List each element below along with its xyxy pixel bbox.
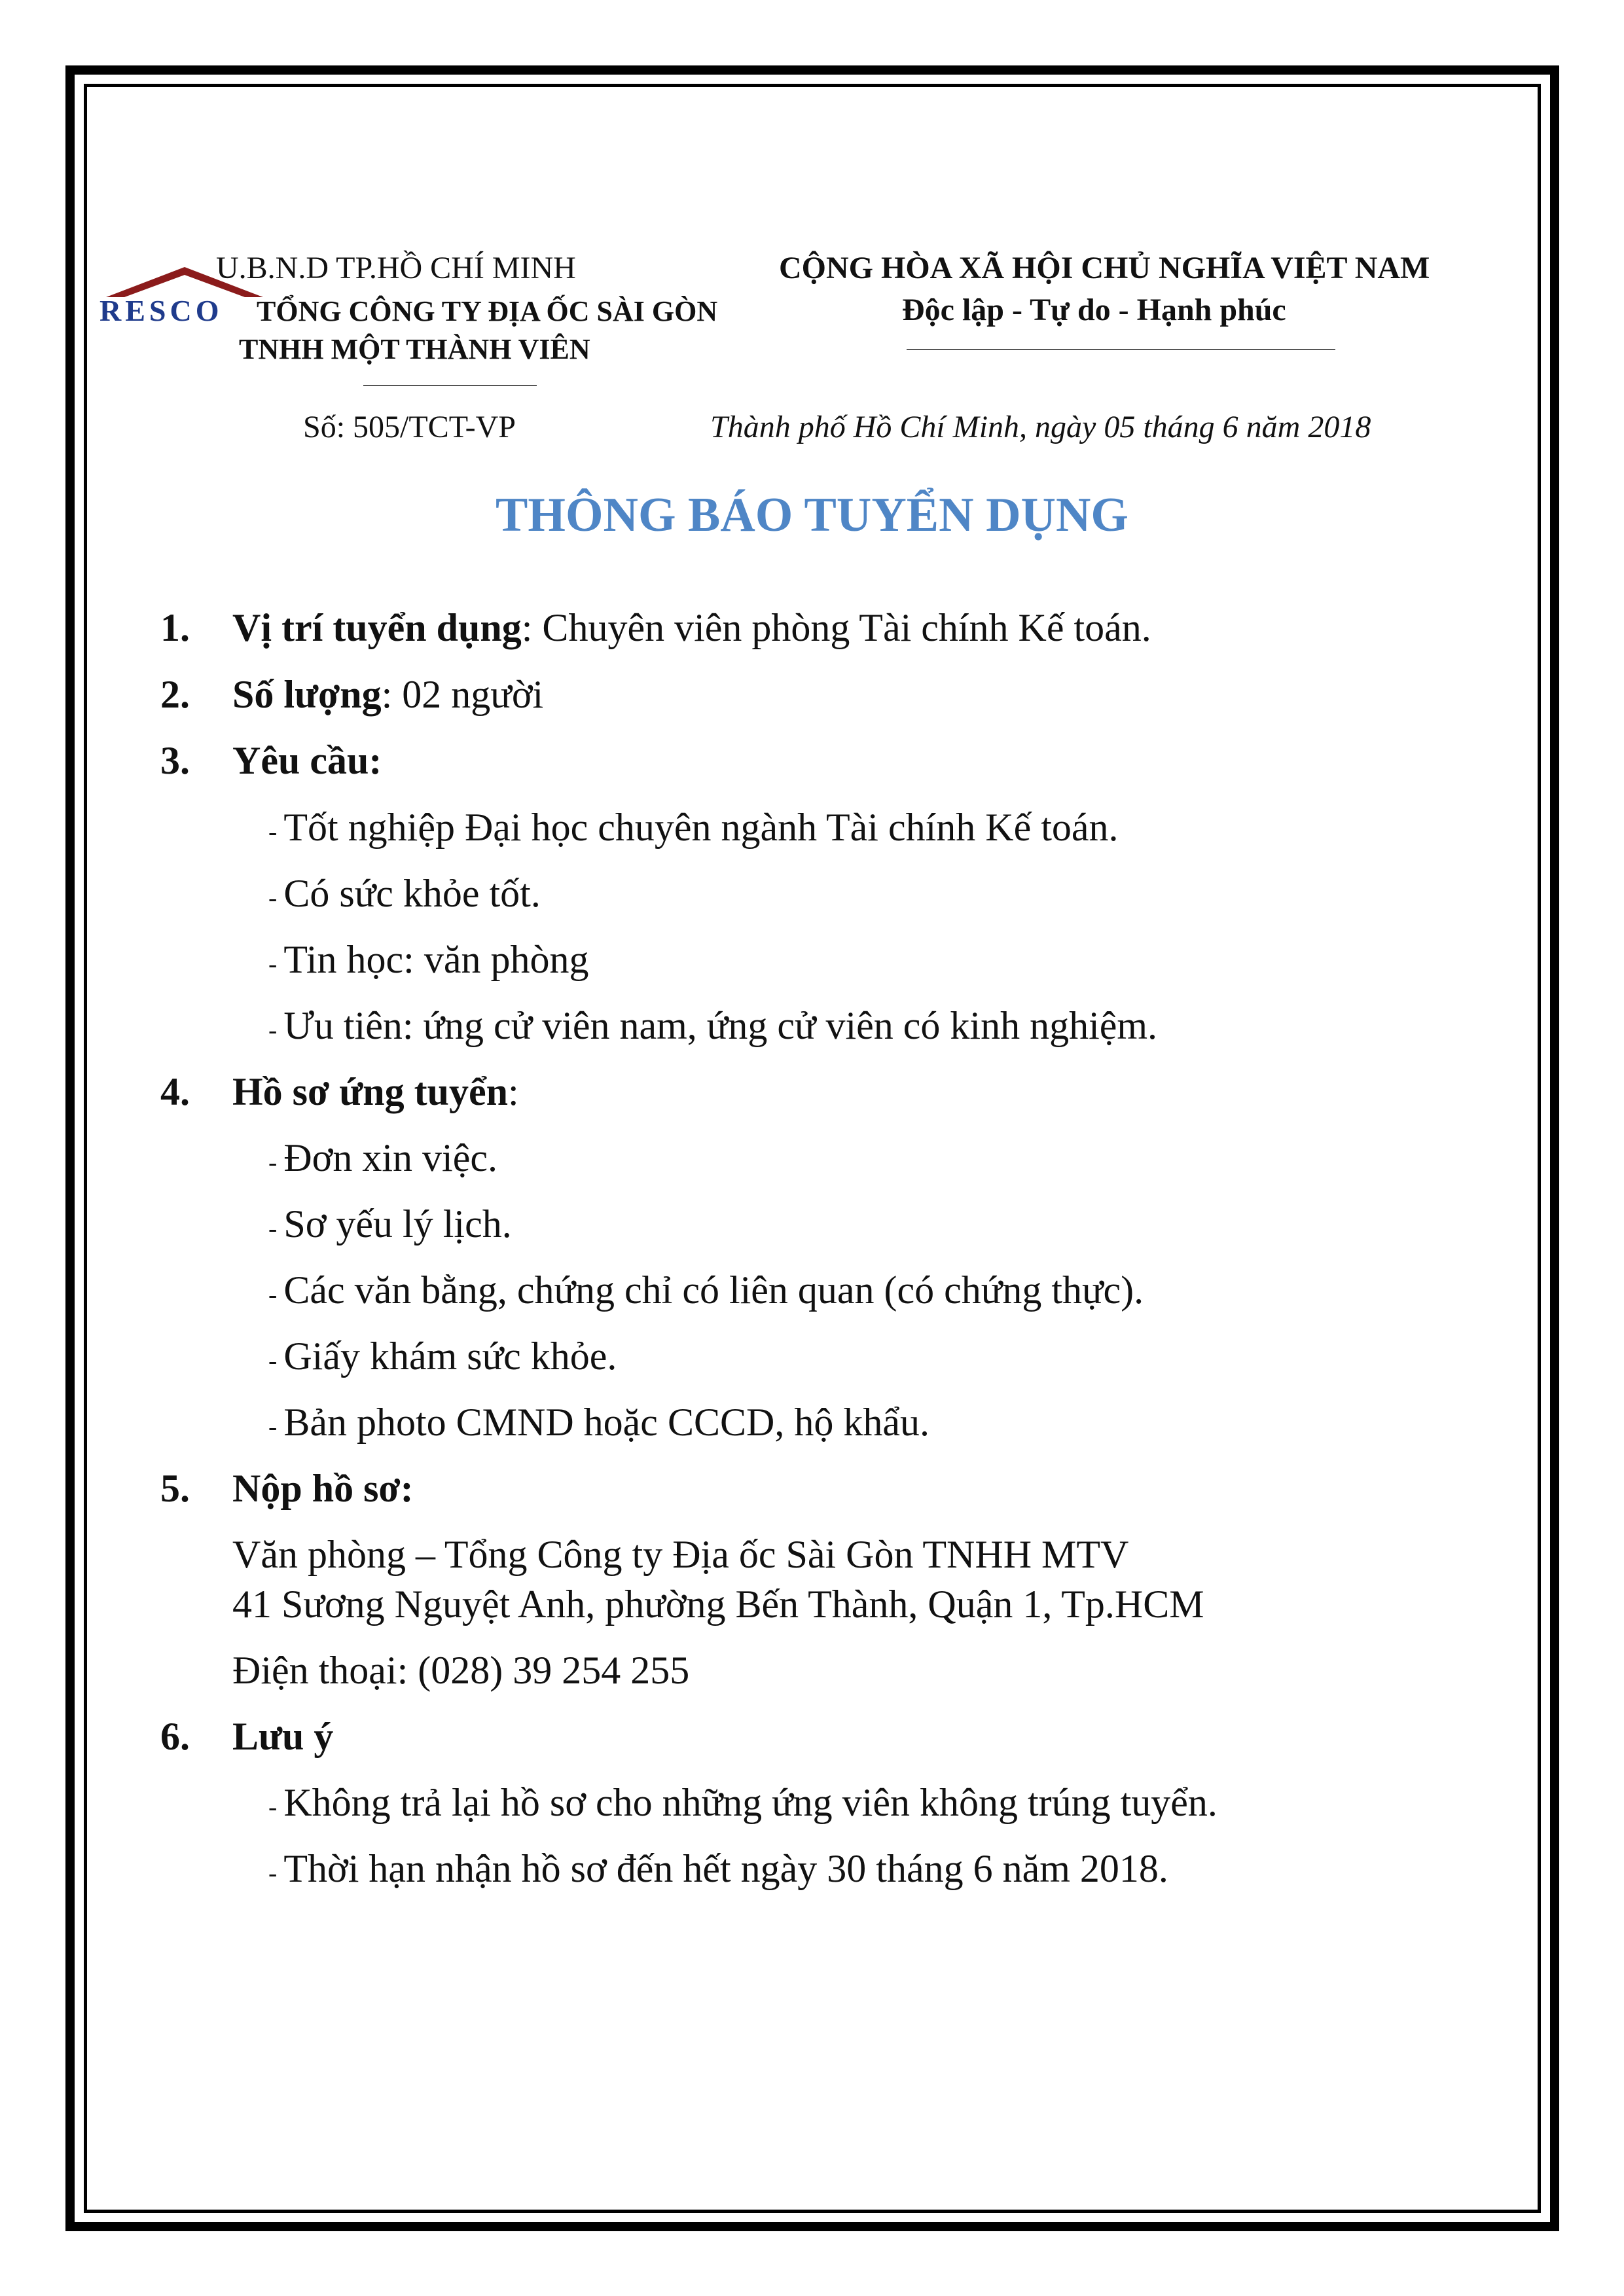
section-6-number: 6. (160, 1715, 190, 1758)
list-item: - Không trả lại hồ sơ cho những ứng viên không trúng tuyển. (268, 1781, 1218, 1824)
section-4-label: Hồ sơ ứng tuyển (232, 1070, 508, 1113)
list-item: - Sơ yếu lý lịch. (268, 1202, 512, 1246)
motto: Độc lập - Tự do - Hạnh phúc (902, 293, 1286, 327)
office-name: Văn phòng – Tổng Công ty Địa ốc Sài Gòn TNHH MTV (232, 1533, 1129, 1576)
right-header-rule (907, 349, 1335, 350)
section-4-number: 4. (160, 1070, 190, 1113)
section-2-label: Số lượng (232, 673, 382, 716)
list-item: - Thời hạn nhận hồ sơ đến hết ngày 30 tháng 6 năm 2018. (268, 1847, 1168, 1890)
section-2-text: : 02 người (381, 673, 544, 716)
section-1 (232, 605, 1151, 651)
list-item: - Ưu tiên: ứng cử viên nam, ứng cử viên có kinh nghiệm. (268, 1004, 1158, 1047)
section-1-text: : Chuyên viên phòng Tài chính Kế toán. (521, 606, 1151, 649)
agency-name: U.B.N.D TP.HỒ CHÍ MINH (216, 251, 576, 285)
resco-logo: RESCO (99, 267, 257, 332)
section-5-label: Nộp hồ sơ: (232, 1467, 414, 1510)
section-1-number: 1. (160, 606, 190, 649)
section-5-number: 5. (160, 1467, 190, 1510)
list-item: - Tốt nghiệp Đại học chuyên ngành Tài chính Kế toán. (268, 806, 1119, 849)
company-type: TNHH MỘT THÀNH VIÊN (239, 333, 590, 365)
section-1-label: Vị trí tuyển dụng (232, 606, 522, 649)
section-3-number: 3. (160, 739, 190, 782)
office-address: 41 Sương Nguyệt Anh, phường Bến Thành, Quận 1, Tp.HCM (232, 1583, 1204, 1626)
section-6-label: Lưu ý (232, 1715, 334, 1758)
country-name: CỘNG HÒA XÃ HỘI CHỦ NGHĨA VIỆT NAM (779, 251, 1430, 285)
section-3-label: Yêu cầu: (232, 739, 382, 782)
place-date: Thành phố Hồ Chí Minh, ngày 05 tháng 6 năm 2018 (710, 410, 1371, 444)
document-number: Số: 505/TCT-VP (303, 410, 516, 444)
document-title: THÔNG BÁO TUYỂN DỤNG (496, 488, 1128, 542)
list-item: - Có sức khỏe tốt. (268, 872, 541, 915)
section-2 (232, 672, 543, 717)
office-phone: Điện thoại: (028) 39 254 255 (232, 1649, 690, 1692)
list-item: - Bản photo CMND hoặc CCCD, hộ khẩu. (268, 1401, 929, 1444)
section-2-number: 2. (160, 673, 190, 716)
list-item: - Các văn bằng, chứng chỉ có liên quan (có chứng thực). (268, 1268, 1144, 1312)
list-item: - Giấy khám sức khỏe. (268, 1335, 617, 1378)
section-4: Hồ sơ ứng tuyển: (232, 1070, 519, 1113)
list-item: - Tin học: văn phòng (268, 938, 589, 981)
company-name: TỔNG CÔNG TY ĐỊA ỐC SÀI GÒN (257, 295, 718, 327)
left-header-rule (363, 385, 537, 386)
list-item: - Đơn xin việc. (268, 1136, 497, 1179)
